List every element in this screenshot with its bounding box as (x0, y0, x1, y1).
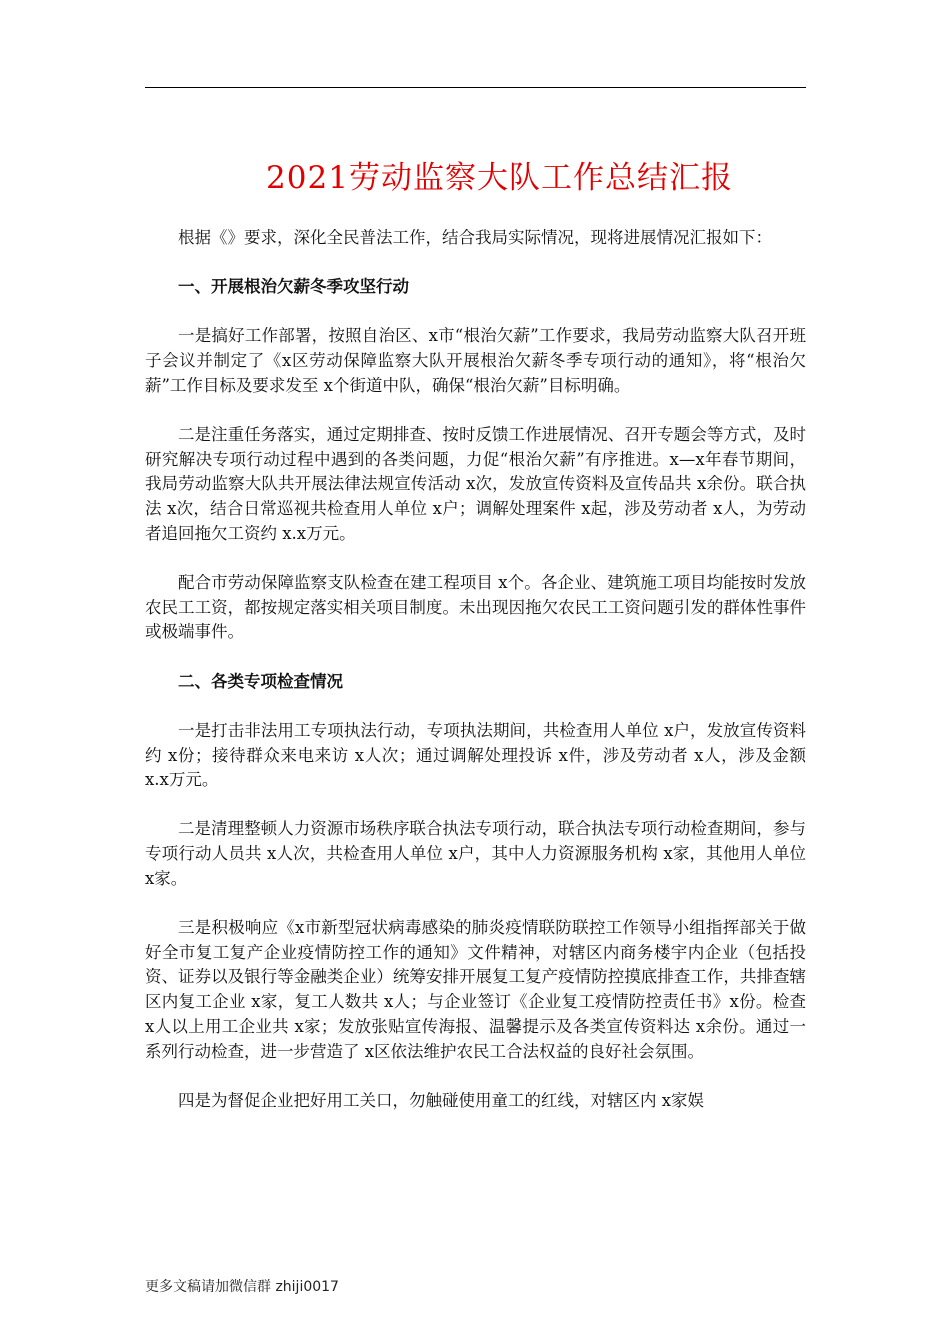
intro-paragraph: 根据《》要求，深化全民普法工作，结合我局实际情况，现将进展情况汇报如下： (178, 228, 772, 247)
header-rule (145, 87, 806, 88)
section-heading-2: 二、各类专项检查情况 (178, 671, 343, 691)
section2-paragraph-2: 二是清理整顿人力资源市场秩序联合执法专项行动，联合执法专项行动检查期间，参与专项行动人员共 x人次，共检查用人单位 x户，其中人力资源服务机构 x家，其他用人单位 x家。 (145, 819, 806, 888)
section-heading-1: 一、开展根治欠薪冬季攻坚行动 (178, 277, 409, 297)
document-body (145, 226, 806, 1138)
section1-paragraph-1: 一是搞好工作部署，按照自治区、x市“根治欠薪”工作要求，我局劳动监察大队召开班子会议并制定了《x区劳动保障监察大队开展根治欠薪冬季专项行动的通知》，将“根治欠薪”工作目标及要求发至 x个街道中队，确保“根治欠薪”目标明确。 (145, 326, 806, 395)
section2-paragraph-3: 三是积极响应《x市新型冠状病毒感染的肺炎疫情联防联控工作领导小组指挥部关于做好全市复工复产企业疫情防控工作的通知》文件精神，对辖区内商务楼宇内企业（包括投资、证券以及银行等金融类企业）统筹安排开展复工复产疫情防控摸底排查工作，共排查辖区内复工企业 x家，复工人数共 x人；与企业签订《企业复工疫情防控责任书》x份。检查 x人以上用工企业共 x家；发放张贴宣传海报、温馨提示及各类宣传资料达 x余份。通过一系列行动检查，进一步营造了 x区依法维护农民工合法权益的良好社会氛围。 (145, 918, 806, 1061)
section1-paragraph-2: 二是注重任务落实，通过定期排查、按时反馈工作进展情况、召开专题会等方式，及时研究解决专项行动过程中遇到的各类问题，力促“根治欠薪”有序推进。x—x年春节期间，我局劳动监察大队共开展法律法规宣传活动 x次，发放宣传资料及宣传品共 x余份。联合执法 x次，结合日常巡视共检查用人单位 x户；调解处理案件 x起，涉及劳动者 x人，为劳动者追回拖欠工资约 x.x万元。 (145, 425, 806, 543)
document-title: 2021劳动监察大队工作总结汇报 (266, 160, 733, 196)
section2-paragraph-1: 一是打击非法用工专项执法行动，专项执法期间，共检查用人单位 x户，发放宣传资料约 x份；接待群众来电来访 x人次；通过调解处理投诉 x件，涉及劳动者 x人，涉及金额 x.x万元。 (145, 720, 806, 790)
section1-paragraph-3: 配合市劳动保障监察支队检查在建工程项目 x个。各企业、建筑施工项目均能按时发放农民工工资，都按规定落实相关项目制度。未出现因拖欠农民工工资问题引发的群体性事件或极端事件。 (145, 573, 806, 642)
section2-paragraph-4: 四是为督促企业把好用工关口，勿触碰使用童工的红线，对辖区内 x家娱 (178, 1090, 705, 1110)
footer-note: 更多文稿请加微信群 zhiji0017 (145, 1279, 339, 1295)
